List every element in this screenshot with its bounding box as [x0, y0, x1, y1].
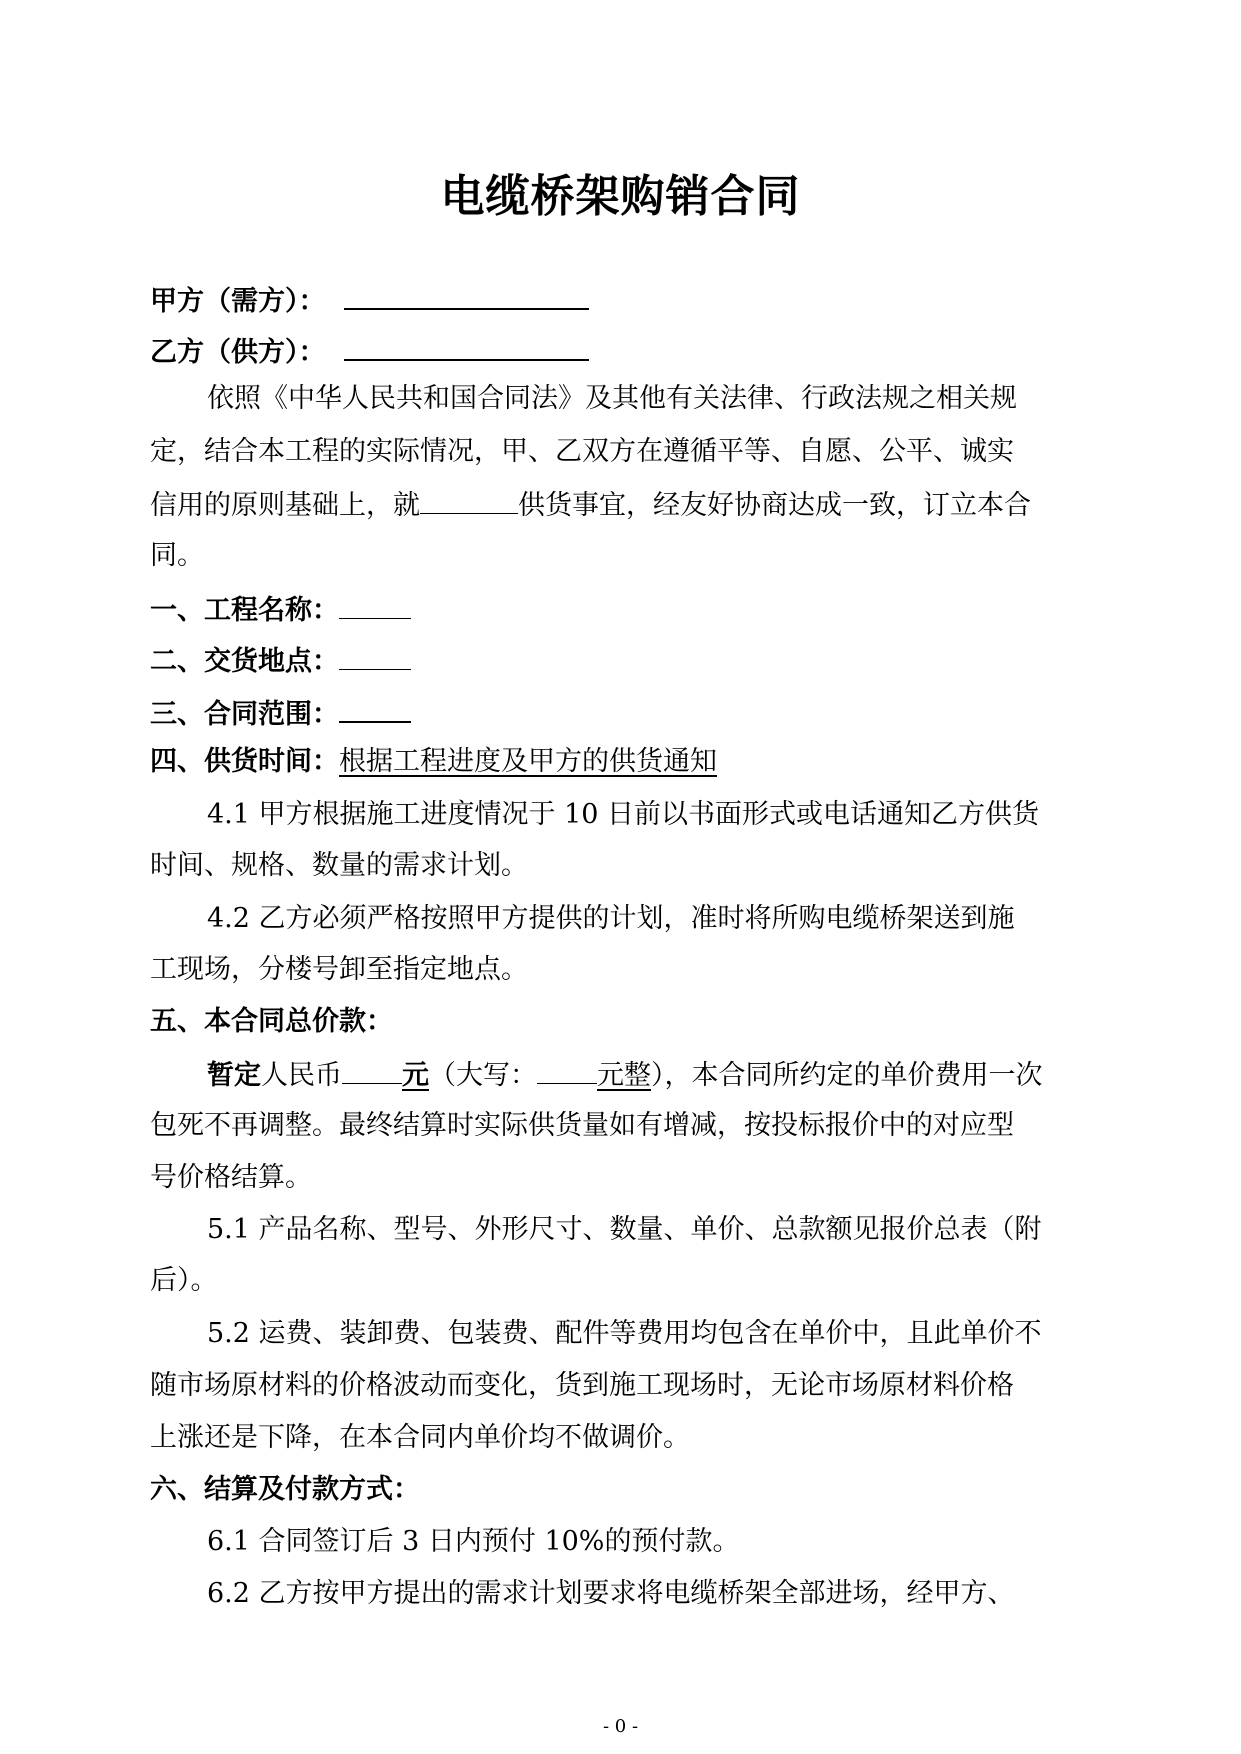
section-3 [150, 697, 1100, 730]
section-4-label: 四、供货时间： [150, 746, 339, 777]
section-1 [150, 594, 1100, 626]
clause-6-2: 6.2 乙方按甲方提出的需求计划要求将电缆桥架全部进场，经甲方、 [207, 1578, 1015, 1609]
section-6-label: 六、结算及付款方式： [150, 1474, 420, 1505]
delivery-place-blank [339, 645, 411, 670]
contract-scope-blank [339, 697, 411, 723]
price-words-blank [537, 1059, 597, 1084]
clause-5-2-line-2: 随市场原材料的价格波动而变化，货到施工现场时，无论市场原材料价格 [150, 1370, 1014, 1401]
clause-4-2-line-2: 工现场，分楼号卸至指定地点。 [150, 954, 528, 985]
total-price-line-3: 号价格结算。 [150, 1162, 312, 1193]
preamble-line-1: 依照《中华人民共和国合同法》及其他有关法律、行政法规之相关规 [207, 383, 1017, 414]
section-1-label: 一、工程名称： [150, 595, 339, 626]
clause-4-1-line-2: 时间、规格、数量的需求计划。 [150, 850, 528, 881]
project-name-blank [339, 594, 411, 619]
party-a-line [150, 284, 1100, 317]
clause-5-1-line-2: 后）。 [150, 1265, 218, 1296]
section-3-label: 三、合同范围： [150, 699, 339, 730]
party-b-label: 乙方（供方）： [150, 337, 326, 368]
clause-5-2-line-1: 5.2 运费、装卸费、包装费、配件等费用均包含在单价中，且此单价不 [207, 1318, 1042, 1349]
price-amount-blank [342, 1059, 402, 1084]
document-title: 电缆桥架购销合同 [440, 171, 801, 222]
preamble-line-2: 定，结合本工程的实际情况，甲、乙双方在遵循平等、自愿、公平、诚实 [150, 436, 1014, 467]
clause-4-2-line-1: 4.2 乙方必须严格按照甲方提供的计划，准时将所购电缆桥架送到施 [207, 903, 1015, 934]
section-5-label: 五、本合同总价款： [150, 1006, 393, 1037]
clause-5-2-line-3: 上涨还是下降，在本合同内单价均不做调价。 [150, 1422, 690, 1453]
total-price-line-1: 暂定人民币 元（大写： 元整），本合同所约定的单价费用一次 [207, 1060, 1043, 1091]
total-price-line-2: 包死不再调整。最终结算时实际供货量如有增减，按投标报价中的对应型 [150, 1110, 1014, 1141]
section-4 [150, 747, 1100, 777]
page-number: - 0 - [602, 1716, 639, 1737]
party-b-line [150, 335, 1100, 368]
supply-item-blank [420, 489, 518, 514]
preamble-line-4: 同。 [150, 540, 204, 571]
section-2 [150, 645, 1100, 677]
clause-5-1-line-1: 5.1 产品名称、型号、外形尺寸、数量、单价、总款额见报价总表（附 [207, 1214, 1042, 1245]
preamble-line-3: 信用的原则基础上，就 供货事宜，经友好协商达成一致，订立本合 [150, 490, 1031, 521]
party-a-label: 甲方（需方）： [150, 286, 326, 317]
clause-6-1: 6.1 合同签订后 3 日内预付 10%的预付款。 [207, 1526, 740, 1557]
section-2-label: 二、交货地点： [150, 646, 339, 677]
party-b-blank [344, 335, 589, 361]
clause-4-1-line-1: 4.1 甲方根据施工进度情况于 10 日前以书面形式或电话通知乙方供货 [207, 799, 1040, 830]
party-a-blank [344, 284, 589, 310]
supply-time-value: 根据工程进度及甲方的供货通知 [339, 746, 717, 777]
